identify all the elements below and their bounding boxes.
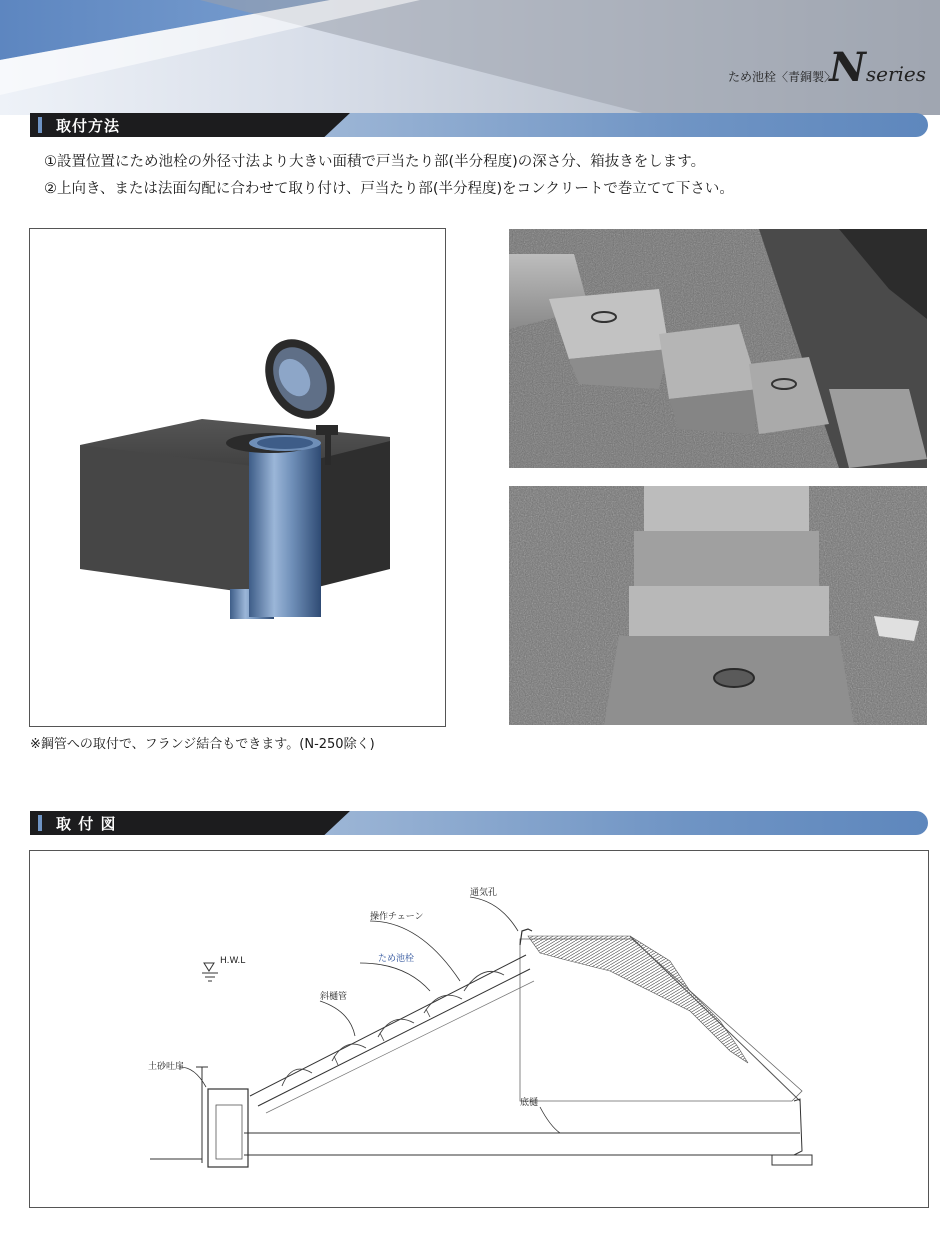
label-hwl: H.W.L bbox=[220, 956, 246, 966]
label-inclined-pipe: 斜樋管 bbox=[320, 992, 348, 1002]
series-letter: N bbox=[829, 44, 866, 91]
section-bar-installation-diagram bbox=[30, 811, 928, 835]
instruction-step-1: ①設置位置にため池栓の外径寸法より大きい面積で戸当たり部(半分程度)の深さ分、箱抜きをします。 bbox=[44, 154, 706, 170]
series-word: series bbox=[865, 62, 926, 86]
section-title: 取付方法 bbox=[56, 117, 121, 135]
installation-photo-1 bbox=[509, 229, 927, 468]
plug-3d-illustration bbox=[30, 229, 445, 726]
instruction-step-2: ②上向き、または法面勾配に合わせて取り付け、戸当たり部(半分程度)をコンクリートで巻立てて下さい。 bbox=[44, 181, 734, 197]
section-bar-mounting-method bbox=[30, 113, 928, 137]
label-operation-chain: 操作チェーン bbox=[370, 912, 424, 922]
installation-photo-2 bbox=[509, 486, 927, 725]
label-tameike-plug: ため池栓 bbox=[378, 954, 415, 964]
header-band bbox=[0, 0, 940, 115]
label-bottom-conduit: 底樋 bbox=[520, 1098, 539, 1108]
section-title: 取 付 図 bbox=[56, 815, 117, 833]
label-sediment-gate: 土砂吐扉 bbox=[148, 1062, 185, 1072]
product-name: ため池栓〈青銅製〉 bbox=[727, 70, 836, 84]
label-vent: 通気孔 bbox=[470, 888, 498, 898]
installation-diagram bbox=[29, 850, 929, 1208]
cross-section-drawing bbox=[30, 851, 928, 1207]
installation-illustration bbox=[29, 228, 446, 727]
mounting-note: ※鋼管への取付で、フランジ結合もできます。(N-250除く) bbox=[30, 737, 375, 752]
series-logo bbox=[829, 44, 926, 91]
